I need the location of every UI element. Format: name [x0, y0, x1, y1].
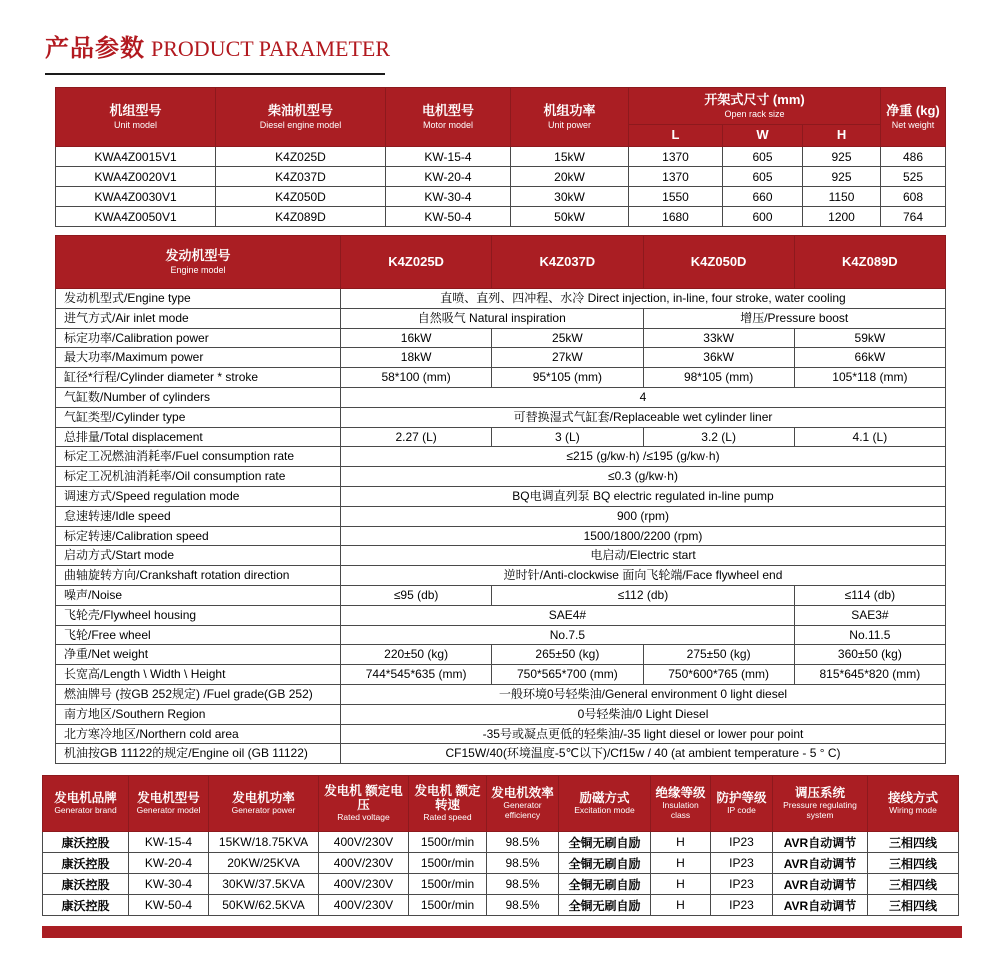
- unit-cell: 764: [881, 207, 946, 227]
- column-header-engine-model: [56, 236, 341, 289]
- spec-value: SAE4#: [341, 605, 795, 625]
- column-header-generator: [319, 776, 409, 832]
- unit-cell: 1550: [629, 187, 723, 207]
- page-title-en: PRODUCT PARAMETER: [151, 36, 391, 61]
- generator-cell: AVR自动调节: [773, 832, 868, 853]
- spec-label: 飞轮/Free wheel: [56, 625, 341, 645]
- header-label-zh: 机组功率: [543, 102, 596, 118]
- unit-cell: 608: [881, 187, 946, 207]
- generator-cell: 1500r/min: [409, 832, 487, 853]
- header-label-en: Diesel engine model: [259, 119, 342, 130]
- generator-cell: 1500r/min: [409, 895, 487, 916]
- spec-value: 18kW: [341, 348, 492, 368]
- unit-cell: 605: [723, 147, 803, 167]
- spec-value: 16kW: [341, 328, 492, 348]
- spec-value: 27kW: [492, 348, 643, 368]
- header-label-zh: 励磁方式: [579, 790, 630, 805]
- spec-label: 进气方式/Air inlet mode: [56, 308, 341, 328]
- header-label-en: Insulation class: [662, 800, 699, 821]
- table-row: [56, 625, 946, 645]
- column-header-engine-K4Z037D: [492, 236, 643, 289]
- unit-cell: K4Z025D: [216, 147, 386, 167]
- spec-value: 98*105 (mm): [643, 368, 794, 388]
- header-label-zh: K4Z037D: [539, 253, 596, 269]
- header-label-zh: 调压系统: [794, 786, 845, 801]
- unit-cell: KW-20-4: [386, 167, 511, 187]
- table-row: [43, 895, 959, 916]
- generator-cell: IP23: [711, 853, 773, 874]
- table-row: [56, 605, 946, 625]
- column-header-generator: [868, 776, 959, 832]
- generator-cell: 400V/230V: [319, 832, 409, 853]
- unit-cell: 525: [881, 167, 946, 187]
- header-label-zh: 防护等级: [716, 790, 767, 805]
- unit-cell: 660: [723, 187, 803, 207]
- column-header-generator: [43, 776, 129, 832]
- table-row: [56, 467, 946, 487]
- header-label-zh: K4Z025D: [388, 253, 444, 269]
- spec-value: 4.1 (L): [794, 427, 945, 447]
- spec-value: 750*565*700 (mm): [492, 665, 643, 685]
- spec-value: ≤0.3 (g/kw·h): [341, 467, 946, 487]
- table-row: [56, 368, 946, 388]
- table-row: [56, 308, 946, 328]
- header-label-zh: 发电机品牌: [54, 790, 117, 805]
- table-row: [56, 407, 946, 427]
- header-label-zh: K4Z050D: [690, 253, 747, 269]
- generator-cell: 全铜无刷自励: [559, 874, 651, 895]
- spec-value: CF15W/40(环境温度-5℃以下)/Cf15w / 40 (at ambient temperature - 5 ° C): [341, 744, 946, 764]
- generator-cell: 康沃控股: [43, 895, 129, 916]
- generator-cell: KW-50-4: [129, 895, 209, 916]
- column-header-unit-power: [511, 88, 629, 147]
- generator-cell: IP23: [711, 832, 773, 853]
- unit-cell: 1200: [803, 207, 881, 227]
- table-row: [56, 526, 946, 546]
- spec-label: 调速方式/Speed regulation mode: [56, 486, 341, 506]
- header-label-en: Open rack size: [724, 108, 785, 119]
- page-header: [45, 28, 390, 75]
- column-header-generator: [651, 776, 711, 832]
- header-label-zh: 发电机效率: [491, 786, 554, 801]
- generator-cell: 400V/230V: [319, 895, 409, 916]
- spec-value: SAE3#: [794, 605, 945, 625]
- spec-label: 标定转速/Calibration speed: [56, 526, 341, 546]
- generator-cell: 20KW/25KVA: [209, 853, 319, 874]
- table-row: [56, 207, 946, 227]
- unit-cell: 1680: [629, 207, 723, 227]
- table-row: [43, 853, 959, 874]
- unit-cell: KW-30-4: [386, 187, 511, 207]
- unit-cell: 486: [881, 147, 946, 167]
- generator-spec-table: [42, 775, 959, 916]
- spec-value: ≤95 (db): [341, 585, 492, 605]
- spec-label: 燃油牌号 (按GB 252规定) /Fuel grade(GB 252): [56, 684, 341, 704]
- column-header-open-rack-size: [629, 88, 881, 125]
- spec-value: 电启动/Electric start: [341, 546, 946, 566]
- unit-cell: 1150: [803, 187, 881, 207]
- spec-value: 增压/Pressure boost: [643, 308, 946, 328]
- generator-cell: 98.5%: [487, 874, 559, 895]
- table-row: [56, 724, 946, 744]
- header-label-zh: 绝缘等级: [655, 786, 706, 801]
- header-label-en: Motor model: [422, 119, 474, 130]
- column-header-diesel-engine-model: [216, 88, 386, 147]
- column-header-engine-K4Z050D: [643, 236, 794, 289]
- unit-cell: 30kW: [511, 187, 629, 207]
- generator-cell: AVR自动调节: [773, 874, 868, 895]
- spec-label: 气缸数/Number of cylinders: [56, 387, 341, 407]
- unit-cell: K4Z050D: [216, 187, 386, 207]
- table-row: [43, 874, 959, 895]
- spec-label: 净重/Net weight: [56, 645, 341, 665]
- header-label-zh: 发电机 额定转速: [414, 783, 481, 813]
- generator-cell: 全铜无刷自励: [559, 832, 651, 853]
- spec-label: 标定工况燃油消耗率/Fuel consumption rate: [56, 447, 341, 467]
- spec-value: 36kW: [643, 348, 794, 368]
- generator-cell: 康沃控股: [43, 874, 129, 895]
- spec-label: 最大功率/Maximum power: [56, 348, 341, 368]
- spec-value: 自然吸气 Natural inspiration: [341, 308, 644, 328]
- spec-value: 750*600*765 (mm): [643, 665, 794, 685]
- generator-cell: IP23: [711, 874, 773, 895]
- generator-cell: KW-30-4: [129, 874, 209, 895]
- generator-cell: IP23: [711, 895, 773, 916]
- column-header-engine-K4Z089D: [794, 236, 945, 289]
- header-label-zh: W: [756, 127, 769, 143]
- header-label-en: Generator model: [136, 805, 201, 816]
- spec-label: 怠速转速/Idle speed: [56, 506, 341, 526]
- header-label-en: Rated speed: [423, 812, 472, 823]
- spec-value: 58*100 (mm): [341, 368, 492, 388]
- spec-label: 总排量/Total displacement: [56, 427, 341, 447]
- spec-value: ≤215 (g/kw·h) /≤195 (g/kw·h): [341, 447, 946, 467]
- spec-value: 直喷、直列、四冲程、水冷 Direct injection, in-line, four stroke, water cooling: [341, 289, 946, 309]
- column-header-dimension-w: [723, 125, 803, 147]
- spec-value: 逆时针/Anti-clockwise 面向飞轮端/Face flywheel end: [341, 566, 946, 586]
- table-row: [56, 704, 946, 724]
- unit-cell: 1370: [629, 147, 723, 167]
- spec-label: 标定工况机油消耗率/Oil consumption rate: [56, 467, 341, 487]
- spec-value: 265±50 (kg): [492, 645, 643, 665]
- spec-value: 900 (rpm): [341, 506, 946, 526]
- unit-cell: KWA4Z0050V1: [56, 207, 216, 227]
- header-label-zh: 发电机型号: [137, 790, 200, 805]
- generator-cell: 98.5%: [487, 853, 559, 874]
- header-label-zh: 机组型号: [109, 102, 162, 118]
- table-row: [56, 486, 946, 506]
- header-label-zh: 发电机功率: [232, 790, 295, 805]
- generator-cell: 康沃控股: [43, 853, 129, 874]
- header-label-en: Generator efficiency: [503, 800, 542, 821]
- header-label-zh: 开架式尺寸 (mm): [704, 91, 805, 107]
- page-title: [45, 28, 390, 63]
- spec-value: 1500/1800/2200 (rpm): [341, 526, 946, 546]
- generator-cell: 三相四线: [868, 853, 959, 874]
- spec-label: 标定功率/Calibration power: [56, 328, 341, 348]
- header-label-zh: 电机型号: [421, 102, 474, 118]
- spec-label: 发动机型式/Engine type: [56, 289, 341, 309]
- generator-cell: 50KW/62.5KVA: [209, 895, 319, 916]
- header-label-en: IP code: [727, 805, 756, 816]
- header-label-en: Wiring mode: [889, 805, 937, 816]
- spec-value: 95*105 (mm): [492, 368, 643, 388]
- unit-header-row-main: [56, 88, 946, 125]
- generator-cell: AVR自动调节: [773, 895, 868, 916]
- spec-value: 220±50 (kg): [341, 645, 492, 665]
- engine-table-body: [56, 289, 946, 764]
- column-header-generator: [773, 776, 868, 832]
- generator-cell: 1500r/min: [409, 874, 487, 895]
- header-label-zh: 柴油机型号: [267, 102, 333, 118]
- table-row: [56, 387, 946, 407]
- generator-cell: 全铜无刷自励: [559, 895, 651, 916]
- spec-value: 105*118 (mm): [794, 368, 945, 388]
- engine-header-row: [56, 236, 946, 289]
- spec-value: 360±50 (kg): [794, 645, 945, 665]
- spec-label: 缸径*行程/Cylinder diameter * stroke: [56, 368, 341, 388]
- generator-cell: H: [651, 895, 711, 916]
- header-label-zh: 发电机 额定电压: [324, 783, 403, 813]
- unit-cell: 605: [723, 167, 803, 187]
- unit-spec-table: [55, 87, 946, 227]
- spec-value: ≤112 (db): [492, 585, 795, 605]
- generator-cell: 三相四线: [868, 832, 959, 853]
- spec-value: 275±50 (kg): [643, 645, 794, 665]
- unit-cell: 50kW: [511, 207, 629, 227]
- table-row: [56, 665, 946, 685]
- header-label-en: Pressure regulating system: [783, 800, 857, 821]
- spec-label: 飞轮壳/Flywheel housing: [56, 605, 341, 625]
- unit-cell: KW-15-4: [386, 147, 511, 167]
- column-header-generator: [559, 776, 651, 832]
- unit-cell: KW-50-4: [386, 207, 511, 227]
- spec-value: 25kW: [492, 328, 643, 348]
- column-header-unit-model: [56, 88, 216, 147]
- unit-cell: 600: [723, 207, 803, 227]
- table-row: [56, 147, 946, 167]
- generator-cell: 400V/230V: [319, 874, 409, 895]
- spec-value: 一般环境0号轻柴油/General environment 0 light diesel: [341, 684, 946, 704]
- table-row: [56, 506, 946, 526]
- unit-cell: KWA4Z0020V1: [56, 167, 216, 187]
- footer-accent-bar: [42, 926, 962, 938]
- generator-cell: 98.5%: [487, 832, 559, 853]
- generator-cell: H: [651, 853, 711, 874]
- generator-cell: 30KW/37.5KVA: [209, 874, 319, 895]
- unit-cell: KWA4Z0030V1: [56, 187, 216, 207]
- column-header-dimension-h: [803, 125, 881, 147]
- generator-cell: 康沃控股: [43, 832, 129, 853]
- generator-header-row: [43, 776, 959, 832]
- generator-cell: 全铜无刷自励: [559, 853, 651, 874]
- unit-cell: 20kW: [511, 167, 629, 187]
- page-title-zh: 产品参数: [45, 35, 145, 62]
- unit-cell: 1370: [629, 167, 723, 187]
- generator-cell: 400V/230V: [319, 853, 409, 874]
- spec-value: -35号或凝点更低的轻柴油/-35 light diesel or lower pour point: [341, 724, 946, 744]
- generator-cell: KW-15-4: [129, 832, 209, 853]
- generator-cell: 98.5%: [487, 895, 559, 916]
- spec-label: 长宽高/Length \ Width \ Height: [56, 665, 341, 685]
- spec-value: 744*545*635 (mm): [341, 665, 492, 685]
- spec-value: No.11.5: [794, 625, 945, 645]
- header-label-zh: K4Z089D: [842, 253, 898, 269]
- generator-cell: H: [651, 832, 711, 853]
- table-row: [56, 447, 946, 467]
- unit-cell: 925: [803, 167, 881, 187]
- generator-cell: H: [651, 874, 711, 895]
- column-header-generator: [487, 776, 559, 832]
- column-header-engine-K4Z025D: [341, 236, 492, 289]
- generator-cell: 1500r/min: [409, 853, 487, 874]
- header-label-en: Generator power: [231, 805, 296, 816]
- spec-value: No.7.5: [341, 625, 795, 645]
- spec-value: 3.2 (L): [643, 427, 794, 447]
- unit-table-body: [56, 147, 946, 227]
- header-label-en: Unit power: [547, 119, 592, 130]
- table-row: [56, 187, 946, 207]
- header-label-en: Rated voltage: [337, 812, 390, 823]
- table-row: [56, 167, 946, 187]
- spec-value: 815*645*820 (mm): [794, 665, 945, 685]
- spec-value: 33kW: [643, 328, 794, 348]
- spec-value: 59kW: [794, 328, 945, 348]
- table-row: [56, 684, 946, 704]
- generator-cell: 15KW/18.75KVA: [209, 832, 319, 853]
- unit-cell: 15kW: [511, 147, 629, 167]
- header-label-en: Net weight: [891, 119, 935, 130]
- unit-table-head: [56, 88, 946, 147]
- table-row: [56, 744, 946, 764]
- spec-value: 3 (L): [492, 427, 643, 447]
- table-row: [56, 289, 946, 309]
- spec-label: 南方地区/Southern Region: [56, 704, 341, 724]
- table-row: [56, 546, 946, 566]
- header-label-zh: 净重 (kg): [886, 102, 940, 118]
- unit-cell: K4Z089D: [216, 207, 386, 227]
- spec-label: 曲轴旋转方向/Crankshaft rotation direction: [56, 566, 341, 586]
- generator-cell: KW-20-4: [129, 853, 209, 874]
- column-header-dimension-l: [629, 125, 723, 147]
- header-label-zh: 发动机型号: [165, 247, 231, 263]
- generator-cell: 三相四线: [868, 874, 959, 895]
- table-row: [56, 427, 946, 447]
- table-row: [56, 566, 946, 586]
- spec-value: 2.27 (L): [341, 427, 492, 447]
- engine-table-head: [56, 236, 946, 289]
- header-label-en: Generator brand: [54, 805, 117, 816]
- column-header-generator: [409, 776, 487, 832]
- unit-cell: KWA4Z0015V1: [56, 147, 216, 167]
- unit-cell: 925: [803, 147, 881, 167]
- header-label-en: Engine model: [170, 264, 226, 275]
- spec-label: 机油按GB 11122的规定/Engine oil (GB 11122): [56, 744, 341, 764]
- unit-cell: K4Z037D: [216, 167, 386, 187]
- table-row: [56, 585, 946, 605]
- spec-value: 可替换湿式气缸套/Replaceable wet cylinder liner: [341, 407, 946, 427]
- spec-label: 气缸类型/Cylinder type: [56, 407, 341, 427]
- spec-label: 启动方式/Start mode: [56, 546, 341, 566]
- spec-value: ≤114 (db): [794, 585, 945, 605]
- header-label-zh: L: [671, 127, 680, 143]
- spec-value: 0号轻柴油/0 Light Diesel: [341, 704, 946, 724]
- generator-table-body: [43, 832, 959, 916]
- spec-value: 4: [341, 387, 946, 407]
- table-row: [56, 645, 946, 665]
- title-underline: [45, 73, 385, 75]
- column-header-net-weight: [881, 88, 946, 147]
- header-label-en: Excitation mode: [574, 805, 635, 816]
- generator-cell: 三相四线: [868, 895, 959, 916]
- engine-spec-table: [55, 235, 946, 764]
- column-header-generator: [711, 776, 773, 832]
- spec-label: 北方寒冷地区/Northern cold area: [56, 724, 341, 744]
- table-row: [43, 832, 959, 853]
- spec-value: 66kW: [794, 348, 945, 368]
- header-label-zh: 接线方式: [887, 790, 938, 805]
- table-row: [56, 348, 946, 368]
- table-row: [56, 328, 946, 348]
- generator-table-head: [43, 776, 959, 832]
- column-header-motor-model: [386, 88, 511, 147]
- header-label-zh: H: [836, 127, 847, 143]
- column-header-generator: [209, 776, 319, 832]
- generator-cell: AVR自动调节: [773, 853, 868, 874]
- column-header-generator: [129, 776, 209, 832]
- spec-label: 噪声/Noise: [56, 585, 341, 605]
- spec-value: BQ电调直列泵 BQ electric regulated in-line pump: [341, 486, 946, 506]
- header-label-en: Unit model: [113, 119, 158, 130]
